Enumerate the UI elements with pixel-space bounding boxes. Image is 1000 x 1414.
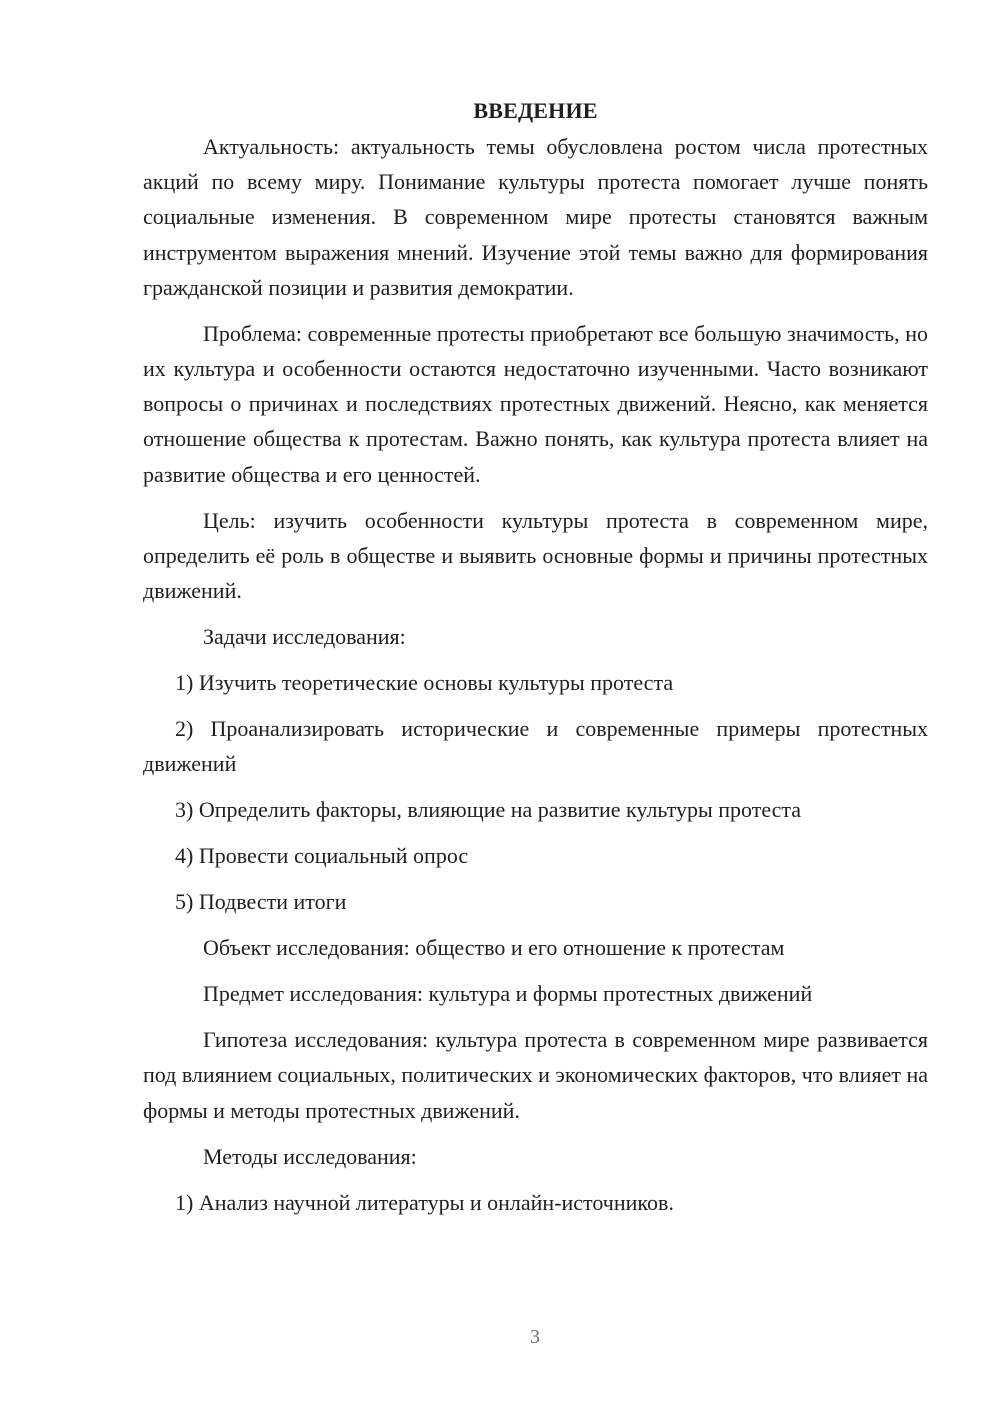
task-item-5: 5) Подвести итоги [175, 889, 347, 915]
task-item-2: 2) Проанализировать исторические и современные примеры протестных движений [143, 716, 928, 777]
problem-paragraph: Проблема: современные протесты приобретают все большую значимость, но их культура и особенности остаются недостаточно изученными. Часто возникают вопросы о причинах и последствиях протестных движений. Неясно, как меняется отношение общества к протестам. Важно понять, как культура протеста влияет на развитие общества и его ценностей. [143, 320, 928, 487]
page-number: 3 [530, 1326, 540, 1348]
task-item-1: 1) Изучить теоретические основы культуры протеста [175, 670, 674, 696]
methods-heading: Методы исследования: [203, 1143, 417, 1169]
goal-paragraph: Цель: изучить особенности культуры протеста в современном мире, определить её роль в обществе и выявить основные формы и причины протестных движений. [143, 507, 928, 604]
task-item-3: 3) Определить факторы, влияющие на развитие культуры протеста [175, 797, 802, 823]
tasks-heading: Задачи исследования: [203, 624, 406, 650]
document-page [143, 95, 928, 1231]
research-subject: Предмет исследования: культура и формы протестных движений [203, 981, 813, 1007]
research-object: Объект исследования: общество и его отношение к протестам [203, 935, 785, 961]
task-item-4: 4) Провести социальный опрос [175, 843, 469, 869]
hypothesis-paragraph: Гипотеза исследования: культура протеста в современном мире развивается под влиянием социальных, политических и экономических факторов, что влияет на формы и методы протестных движений. [143, 1027, 928, 1123]
relevance-paragraph: Актуальность: актуальность темы обусловлена ростом числа протестных акций по всему миру. Понимание культуры протеста помогает лучше понять социальные изменения. В современном мире протесты становятся важным инструментом выражения мнений. Изучение этой темы важно для формирования гражданской позиции и развития демократии. [143, 134, 928, 300]
method-item-1: 1) Анализ научной литературы и онлайн-источников. [175, 1189, 674, 1215]
page-title: ВВЕДЕНИЕ [473, 98, 598, 123]
